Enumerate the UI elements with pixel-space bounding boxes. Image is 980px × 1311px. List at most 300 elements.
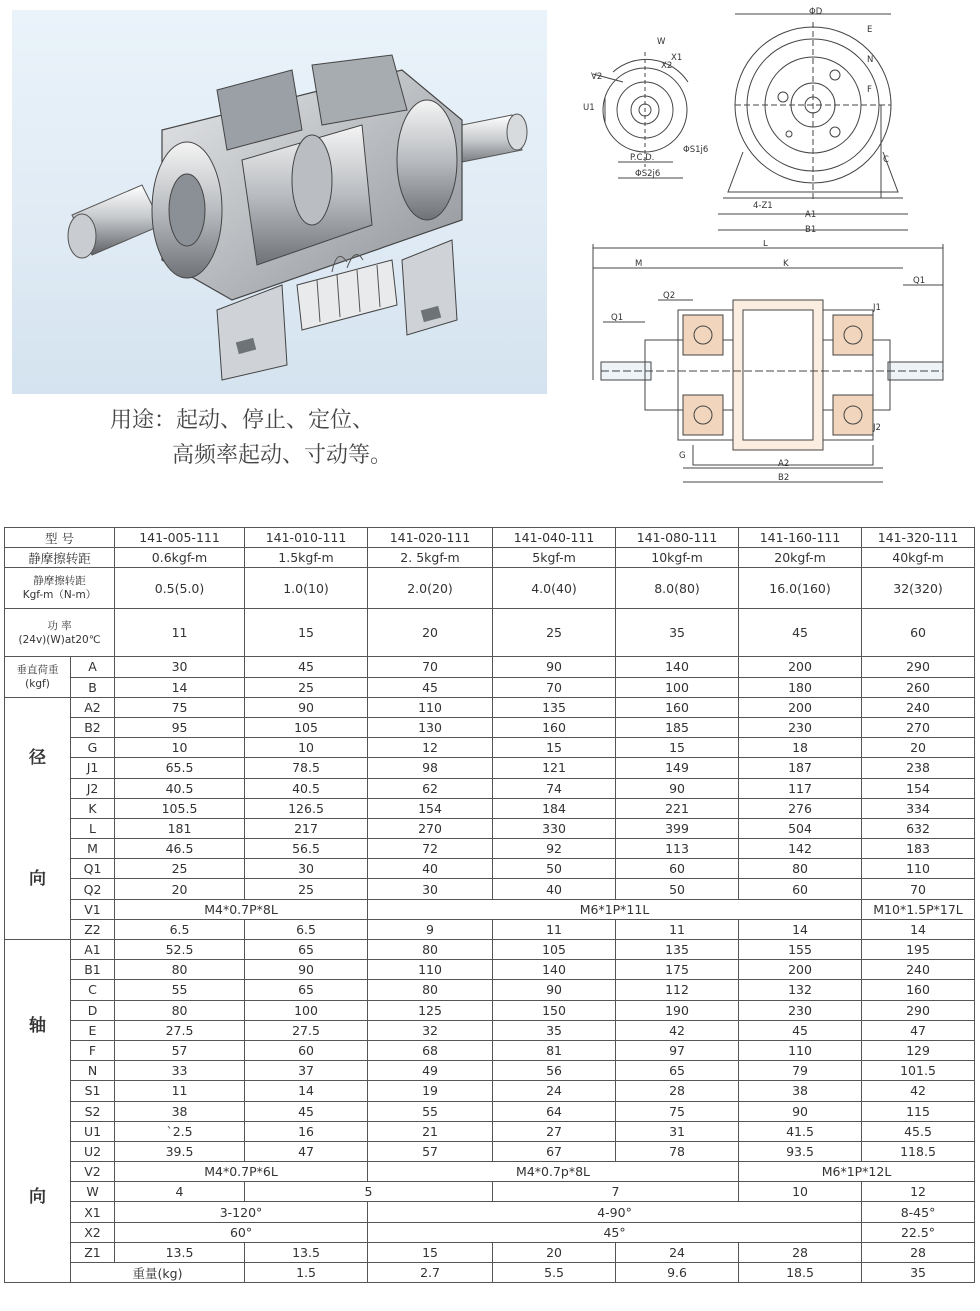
value-cell: 15 — [245, 609, 368, 657]
value-cell: 504 — [739, 818, 862, 838]
value-cell: 40 — [368, 859, 493, 879]
label-E: E — [867, 25, 873, 35]
radial-label-2: 向 — [29, 868, 46, 889]
header-model: 141-010-111 — [245, 528, 368, 548]
value-cell: 30 — [368, 879, 493, 899]
table-row — [5, 1040, 975, 1060]
table-row — [5, 798, 975, 818]
radial-group-label — [5, 697, 71, 939]
value-cell: 79 — [739, 1061, 862, 1081]
value-cell: 126.5 — [245, 798, 368, 818]
caption-line-2: 高频率起动、寸动等。 — [172, 443, 393, 468]
value-cell: 190 — [616, 1000, 739, 1020]
value-cell: 160 — [493, 717, 616, 737]
value-cell: 55 — [368, 1101, 493, 1121]
table-row — [5, 919, 975, 939]
value-cell: 142 — [739, 839, 862, 859]
value-cell: 24 — [493, 1081, 616, 1101]
table-row — [5, 1242, 975, 1262]
label-Q1-left: Q1 — [611, 313, 624, 323]
value-cell: 117 — [739, 778, 862, 798]
value-cell: 19 — [368, 1081, 493, 1101]
value-cell: 155 — [739, 940, 862, 960]
value-cell: 75 — [616, 1101, 739, 1121]
label-A1: A1 — [805, 210, 817, 220]
label-K: K — [783, 259, 789, 269]
header-model-label: 型 号 — [5, 528, 115, 548]
value-cell: 125 — [368, 1000, 493, 1020]
value-cell: 74 — [493, 778, 616, 798]
value-cell: 14 — [739, 919, 862, 939]
value-cell: 62 — [368, 778, 493, 798]
load-label-2: (kgf) — [25, 678, 50, 691]
value-cell: 5kgf-m — [493, 548, 616, 568]
end-view-drawing — [583, 2, 980, 240]
value-cell: 183 — [862, 839, 975, 859]
value-cell: 10 — [739, 1182, 862, 1202]
value-cell: 2. 5kgf-m — [368, 548, 493, 568]
value-cell: 55 — [115, 980, 245, 1000]
value-cell: 90 — [245, 960, 368, 980]
value-cell: 230 — [739, 1000, 862, 1020]
value-cell: 30 — [245, 859, 368, 879]
value-cell: 18.5 — [739, 1263, 862, 1283]
value-cell: 28 — [739, 1242, 862, 1262]
value-cell: 11 — [493, 919, 616, 939]
value-cell: 238 — [862, 758, 975, 778]
table-row — [5, 738, 975, 758]
value-cell: 31 — [616, 1121, 739, 1141]
row-key: B2 — [71, 717, 115, 737]
value-cell: 45 — [368, 677, 493, 697]
value-cell: 47 — [862, 1020, 975, 1040]
value-cell: 35 — [493, 1020, 616, 1040]
row-key: E — [71, 1020, 115, 1040]
label-J2: J2 — [873, 423, 881, 433]
label-N: N — [867, 55, 874, 65]
value-cell: 10 — [115, 738, 245, 758]
value-cell: 38 — [115, 1101, 245, 1121]
row-key: S2 — [71, 1101, 115, 1121]
value-cell: 68 — [368, 1040, 493, 1060]
value-cell: M6*1P*12L — [739, 1162, 975, 1182]
value-cell: 45 — [739, 609, 862, 657]
header-model: 141-005-111 — [115, 528, 245, 548]
value-cell: 18 — [739, 738, 862, 758]
row-key: U2 — [71, 1141, 115, 1161]
value-cell: 200 — [739, 697, 862, 717]
value-cell: 97 — [616, 1040, 739, 1060]
spec-table — [4, 527, 975, 1283]
value-cell: 5 — [245, 1182, 493, 1202]
value-cell: 56.5 — [245, 839, 368, 859]
value-cell: 98 — [368, 758, 493, 778]
row-key: X1 — [71, 1202, 115, 1222]
value-cell: 40 — [493, 879, 616, 899]
value-cell: 1.5 — [245, 1263, 368, 1283]
value-cell: 28 — [616, 1081, 739, 1101]
value-cell: 27.5 — [115, 1020, 245, 1040]
table-row — [5, 839, 975, 859]
weight-label: 重量(kg) — [71, 1263, 245, 1283]
value-cell: 80 — [115, 960, 245, 980]
value-cell: 42 — [862, 1081, 975, 1101]
value-cell: 65 — [245, 940, 368, 960]
value-cell: M4*0.7P*8L — [115, 899, 368, 919]
value-cell: 56 — [493, 1061, 616, 1081]
value-cell: 230 — [739, 717, 862, 737]
table-row — [5, 1020, 975, 1040]
torque-nm-label-1: 静摩擦转距 — [33, 575, 86, 588]
value-cell: 20 — [493, 1242, 616, 1262]
axial-label-2: 向 — [29, 1186, 46, 1207]
label-phiD: ΦD — [809, 7, 823, 17]
row-key: U1 — [71, 1121, 115, 1141]
value-cell: 39.5 — [115, 1141, 245, 1161]
row-key: B — [71, 677, 115, 697]
value-cell: 100 — [616, 677, 739, 697]
radial-label-1: 径 — [29, 748, 46, 769]
row-key: S1 — [71, 1081, 115, 1101]
value-cell: 90 — [616, 778, 739, 798]
value-cell: 47 — [245, 1141, 368, 1161]
value-cell: 2.7 — [368, 1263, 493, 1283]
value-cell: 60 — [739, 879, 862, 899]
value-cell: 70 — [862, 879, 975, 899]
row-key: J2 — [71, 778, 115, 798]
value-cell: 290 — [862, 1000, 975, 1020]
value-cell: 40kgf-m — [862, 548, 975, 568]
value-cell: 50 — [493, 859, 616, 879]
value-cell: 25 — [493, 609, 616, 657]
value-cell: 399 — [616, 818, 739, 838]
table-row — [5, 818, 975, 838]
row-key: L — [71, 818, 115, 838]
value-cell: 110 — [739, 1040, 862, 1060]
value-cell: 149 — [616, 758, 739, 778]
table-row — [5, 859, 975, 879]
value-cell: 290 — [862, 657, 975, 677]
value-cell: 12 — [862, 1182, 975, 1202]
value-cell: M4*0.7P*6L — [115, 1162, 368, 1182]
value-cell: 632 — [862, 818, 975, 838]
value-cell: 13.5 — [245, 1242, 368, 1262]
label-L: L — [763, 240, 768, 249]
table-row — [5, 1141, 975, 1161]
row-key: A — [71, 657, 115, 677]
value-cell: M4*0.7p*8L — [368, 1162, 739, 1182]
value-cell: 90 — [493, 980, 616, 1000]
label-X2: X2 — [661, 61, 673, 71]
table-row — [5, 677, 975, 697]
label-V2: V2 — [591, 72, 603, 82]
value-cell: 132 — [739, 980, 862, 1000]
value-cell: 240 — [862, 697, 975, 717]
row-key: V1 — [71, 899, 115, 919]
value-cell: 115 — [862, 1101, 975, 1121]
value-cell: 60 — [245, 1040, 368, 1060]
value-cell: 32 — [368, 1020, 493, 1040]
value-cell: 20kgf-m — [739, 548, 862, 568]
caption-line-1: 用途：起动、停止、定位、 — [110, 408, 375, 433]
torque-kgf-label: 静摩擦转距 — [5, 548, 115, 568]
value-cell: 90 — [493, 657, 616, 677]
row-key: X2 — [71, 1222, 115, 1242]
table-row — [5, 1263, 975, 1283]
value-cell: 49 — [368, 1061, 493, 1081]
value-cell: 105.5 — [115, 798, 245, 818]
value-cell: 184 — [493, 798, 616, 818]
value-cell: 12 — [368, 738, 493, 758]
power-label-2: (24v)(W)at20℃ — [18, 633, 101, 646]
value-cell: 38 — [739, 1081, 862, 1101]
value-cell: 16 — [245, 1121, 368, 1141]
value-cell: 93.5 — [739, 1141, 862, 1161]
value-cell: 42 — [616, 1020, 739, 1040]
value-cell: 14 — [245, 1081, 368, 1101]
value-cell: 150 — [493, 1000, 616, 1020]
header-model: 141-080-111 — [616, 528, 739, 548]
value-cell: 154 — [862, 778, 975, 798]
value-cell: 100 — [245, 1000, 368, 1020]
value-cell: 60 — [862, 609, 975, 657]
label-A2: A2 — [778, 459, 790, 469]
clutch-brake-illustration — [12, 10, 547, 394]
table-row — [5, 528, 975, 548]
label-PCD: P.C.D. — [630, 153, 655, 163]
value-cell: 80 — [368, 980, 493, 1000]
value-cell: 78 — [616, 1141, 739, 1161]
value-cell: 72 — [368, 839, 493, 859]
value-cell: 22.5° — [862, 1222, 975, 1242]
value-cell: 81 — [493, 1040, 616, 1060]
value-cell: 4-90° — [368, 1202, 862, 1222]
value-cell: 16.0(160) — [739, 568, 862, 609]
value-cell: 78.5 — [245, 758, 368, 778]
value-cell: 20 — [115, 879, 245, 899]
value-cell: 270 — [368, 818, 493, 838]
value-cell: 70 — [368, 657, 493, 677]
value-cell: 92 — [493, 839, 616, 859]
row-key: N — [71, 1061, 115, 1081]
value-cell: 11 — [115, 1081, 245, 1101]
value-cell: 25 — [115, 859, 245, 879]
value-cell: 20 — [862, 738, 975, 758]
value-cell: 30 — [115, 657, 245, 677]
value-cell: 4 — [115, 1182, 245, 1202]
table-row — [5, 1061, 975, 1081]
value-cell: 25 — [245, 879, 368, 899]
table-row — [5, 1121, 975, 1141]
row-key: M — [71, 839, 115, 859]
value-cell: 90 — [245, 697, 368, 717]
label-W: W — [657, 37, 666, 47]
table-row — [5, 960, 975, 980]
value-cell: 67 — [493, 1141, 616, 1161]
value-cell: 187 — [739, 758, 862, 778]
header-model: 141-160-111 — [739, 528, 862, 548]
table-row — [5, 1081, 975, 1101]
value-cell: 334 — [862, 798, 975, 818]
usage-caption — [110, 403, 392, 473]
label-X1: X1 — [671, 53, 683, 63]
table-row — [5, 717, 975, 737]
value-cell: 45 — [245, 1101, 368, 1121]
value-cell: 154 — [368, 798, 493, 818]
row-key: W — [71, 1182, 115, 1202]
value-cell: 110 — [368, 697, 493, 717]
value-cell: 185 — [616, 717, 739, 737]
value-cell: 52.5 — [115, 940, 245, 960]
value-cell: 112 — [616, 980, 739, 1000]
load-label-1: 垂直荷重 — [16, 664, 59, 677]
value-cell: 0.5(5.0) — [115, 568, 245, 609]
value-cell: 45° — [368, 1222, 862, 1242]
header-model: 141-320-111 — [862, 528, 975, 548]
value-cell: 25 — [245, 677, 368, 697]
value-cell: 6.5 — [115, 919, 245, 939]
value-cell: 6.5 — [245, 919, 368, 939]
label-J1: J1 — [873, 303, 881, 313]
value-cell: 60° — [115, 1222, 368, 1242]
value-cell: 37 — [245, 1061, 368, 1081]
label-Q2: Q2 — [663, 291, 676, 301]
value-cell: 8.0(80) — [616, 568, 739, 609]
table-row — [5, 1101, 975, 1121]
table-row — [5, 609, 975, 657]
row-key: J1 — [71, 758, 115, 778]
value-cell: 0.6kgf-m — [115, 548, 245, 568]
row-key: V2 — [71, 1162, 115, 1182]
value-cell: 101.5 — [862, 1061, 975, 1081]
label-S2j6: ΦS2j6 — [635, 169, 661, 179]
row-key: A2 — [71, 697, 115, 717]
header-model: 141-020-111 — [368, 528, 493, 548]
value-cell: 130 — [368, 717, 493, 737]
value-cell: 75 — [115, 697, 245, 717]
value-cell: 50 — [616, 879, 739, 899]
label-Q1-right: Q1 — [913, 276, 926, 286]
label-G: G — [679, 451, 686, 461]
torque-nm-label-2: Kgf-m（N-m） — [22, 589, 97, 602]
value-cell: 24 — [616, 1242, 739, 1262]
table-row — [5, 548, 975, 568]
value-cell: 1.5kgf-m — [245, 548, 368, 568]
value-cell: 15 — [368, 1242, 493, 1262]
table-row — [5, 899, 975, 919]
table-row — [5, 1000, 975, 1020]
value-cell: 57 — [368, 1141, 493, 1161]
product-photo — [12, 10, 547, 394]
value-cell: 200 — [739, 960, 862, 980]
value-cell: 118.5 — [862, 1141, 975, 1161]
table-row — [5, 940, 975, 960]
row-key: C — [71, 980, 115, 1000]
value-cell: 276 — [739, 798, 862, 818]
table-row — [5, 758, 975, 778]
value-cell: 8-45° — [862, 1202, 975, 1222]
value-cell: 40.5 — [115, 778, 245, 798]
label-M: M — [635, 259, 643, 269]
value-cell: 40.5 — [245, 778, 368, 798]
value-cell: M6*1P*11L — [368, 899, 862, 919]
value-cell: 45 — [245, 657, 368, 677]
row-key: D — [71, 1000, 115, 1020]
value-cell: 21 — [368, 1121, 493, 1141]
value-cell: M10*1.5P*17L — [862, 899, 975, 919]
value-cell: 270 — [862, 717, 975, 737]
value-cell: 15 — [493, 738, 616, 758]
table-row — [5, 697, 975, 717]
value-cell: 121 — [493, 758, 616, 778]
label-U1: U1 — [583, 103, 595, 113]
value-cell: 14 — [115, 677, 245, 697]
value-cell: 45 — [739, 1020, 862, 1040]
value-cell: 45.5 — [862, 1121, 975, 1141]
value-cell: 32(320) — [862, 568, 975, 609]
value-cell: 9.6 — [616, 1263, 739, 1283]
value-cell: 80 — [115, 1000, 245, 1020]
value-cell: 14 — [862, 919, 975, 939]
row-key: Q1 — [71, 859, 115, 879]
torque-nm-label — [5, 568, 115, 609]
value-cell: 200 — [739, 657, 862, 677]
value-cell: 140 — [493, 960, 616, 980]
value-cell: 11 — [616, 919, 739, 939]
value-cell: 35 — [862, 1263, 975, 1283]
value-cell: 221 — [616, 798, 739, 818]
value-cell: 46.5 — [115, 839, 245, 859]
value-cell: 105 — [493, 940, 616, 960]
value-cell: 260 — [862, 677, 975, 697]
axial-group-label — [5, 940, 71, 1283]
table-row — [5, 1182, 975, 1202]
value-cell: 65 — [245, 980, 368, 1000]
value-cell: 240 — [862, 960, 975, 980]
value-cell: 129 — [862, 1040, 975, 1060]
table-row — [5, 1202, 975, 1222]
value-cell: 195 — [862, 940, 975, 960]
value-cell: 217 — [245, 818, 368, 838]
value-cell: 330 — [493, 818, 616, 838]
value-cell: 27 — [493, 1121, 616, 1141]
value-cell: 15 — [616, 738, 739, 758]
value-cell: 64 — [493, 1101, 616, 1121]
label-C: C — [883, 155, 889, 165]
value-cell: 41.5 — [739, 1121, 862, 1141]
label-B2: B2 — [778, 473, 790, 483]
label-F: F — [867, 85, 872, 95]
power-label — [5, 609, 115, 657]
value-cell: 95 — [115, 717, 245, 737]
value-cell: 65.5 — [115, 758, 245, 778]
table-row — [5, 778, 975, 798]
axial-label-1: 轴 — [29, 1015, 46, 1036]
row-key: A1 — [71, 940, 115, 960]
label-Z1: 4-Z1 — [753, 201, 773, 211]
side-section-drawing — [583, 240, 980, 490]
value-cell: 11 — [115, 609, 245, 657]
label-B1: B1 — [805, 225, 817, 235]
value-cell: 135 — [616, 940, 739, 960]
value-cell: 4.0(40) — [493, 568, 616, 609]
value-cell: 7 — [493, 1182, 739, 1202]
row-key: Q2 — [71, 879, 115, 899]
value-cell: 10 — [245, 738, 368, 758]
table-row — [5, 1162, 975, 1182]
value-cell: 113 — [616, 839, 739, 859]
value-cell: 80 — [739, 859, 862, 879]
